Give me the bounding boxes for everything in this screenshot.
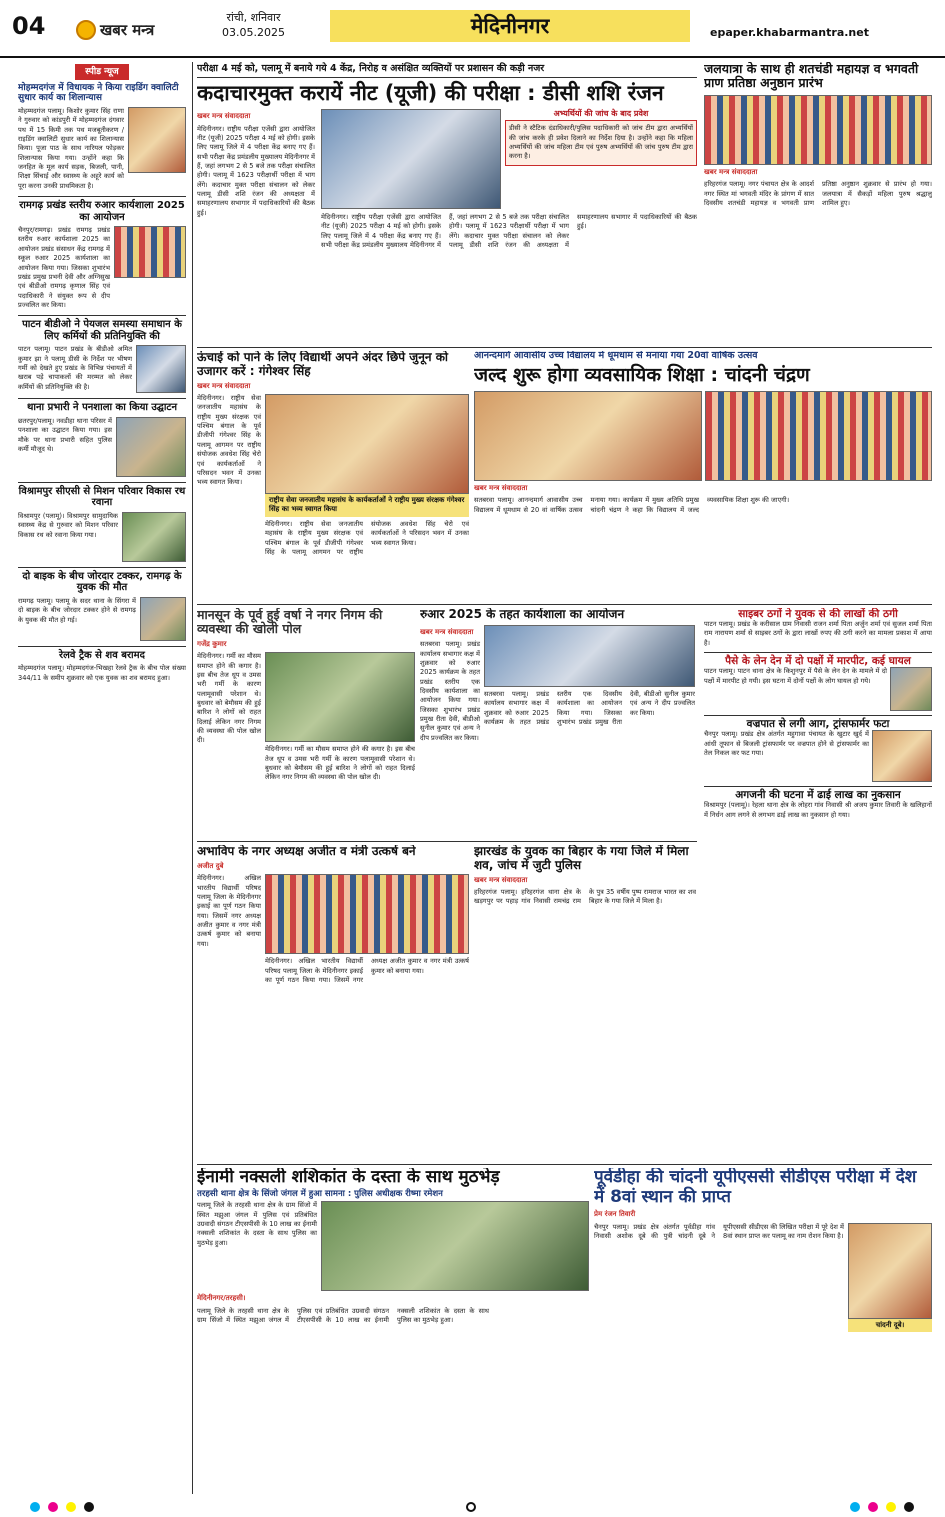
body: हरिहरगंज पलामू। हरिहरगंज थाना क्षेत्र के खड़गपुर पर पहाड़ गांव निवासी रामचंद्र राम के पुत्र 35 वर्षीय पुष्प रामराज भारत का शव बिहार के गया जिले में मिला है।: [474, 888, 696, 906]
top-body: मेदिनीनगर। राष्ट्रीय परीक्षा एजेंसी द्वारा आयोजित नीट (यूजी) 2025 परीक्षा 4 मई को होगी। इसके लिए पलामू जिले में 4 परीक्षा केंद्र बनाए गए हैं। सभी परीक्षा केंद्र प्रमंडलीय मुख्यालय मेदिनीनगर में हैं, जहां लगभग 2 से 5 बजे तक परीक्षा संचालित होगी। पलामू में 1623 परीक्षार्थी परीक्षा में भाग लेंगे। कदाचार मुक्त परीक्षा संचालन को लेकर पलामू डीसी शशि रंजन की अध्यक्षता में समाहरणालय सभागार में पदाधिकारियों की बैठक हुई।: [197, 124, 315, 217]
story-photo: [140, 597, 186, 641]
body-continued: मेदिनीनगर। गर्मी का मौसम समाप्त होने की कगार है। इस बीच तेज धूप व उमस भरी गर्मी के कारण पलामूवासी परेशान थे। बुधवार को बेमौसम की हुई बारिश ने लोगों को राहत दिलाई लेकिन नगर निगम की व्यवस्था की पोल खोल दी।: [265, 745, 415, 782]
monsoon-story: [197, 608, 415, 838]
body: सतबरवा पलामू। प्रखंड कार्यालय सभागार कक्ष में शुक्रवार को रुआर 2025 कार्यक्रम के तहत प्रखंड स्तरीय एक दिवसीय कार्यशाला का आयोजन किया गया। जिसका शुभारंभ प्रखंड प्रमुख रीता देवी, बीडीओ सुनील कुमार एवं अन्य ने दीप प्रज्वलित कर किया।: [420, 640, 480, 742]
story-patan-bdo: [18, 315, 186, 393]
top-body-continued: मेदिनीनगर। राष्ट्रीय परीक्षा एजेंसी द्वारा आयोजित नीट (यूजी) 2025 परीक्षा 4 मई को होगी। इसके लिए पलामू जिले में 4 परीक्षा केंद्र बनाए गए हैं। सभी परीक्षा केंद्र प्रमंडलीय मुख्यालय मेदिनीनगर में हैं, जहां लगभग 2 से 5 बजे तक परीक्षा संचालित होगी। पलामू में 1623 परीक्षार्थी परीक्षा में भाग लेंगे। कदाचार मुक्त परीक्षा संचालन को लेकर पलामू डीसी शशि रंजन की अध्यक्षता में समाहरणालय सभागार में पदाधिकारियों की बैठक हुई।: [321, 213, 697, 250]
story-vishrampur: [18, 482, 186, 562]
headline: वज्रपात से लगी आग, ट्रांसफार्मर फटा: [746, 718, 890, 731]
body: पाटन पलामू। प्रखंड के करीसाल ग्राम निवासी राजन शर्मा पिता अर्जुन शर्मा एवं सुजल शर्मा पिता राम नारायण शर्मा से साइबर ठगों के द्वारा लाखों रुपए की ठगी करने का मामला प्रकाश में आया है।: [704, 620, 932, 647]
brand-icon: [76, 20, 96, 40]
body-continued: सतबरवा पलामू। प्रखंड कार्यालय सभागार कक्ष में शुक्रवार को रुआर 2025 कार्यक्रम के तहत प्रखंड स्तरीय एक दिवसीय कार्यशाला का आयोजन किया गया। जिसका शुभारंभ प्रखंड प्रमुख रीता देवी, बीडीओ सुनील कुमार एवं अन्य ने दीप प्रज्वलित कर किया।: [484, 689, 695, 726]
magenta-mark-icon: [48, 1502, 58, 1512]
body: पलामू जिले के तरहसी थाना क्षेत्र के ग्राम सिंजो में स्थित मझुआ जंगल में पुलिस एवं प्रतिबंधित उग्रवादी संगठन टीएसपीसी के 10 लाख का ईनामी नक्सली शशिकांत के दस्ता के साथ पुलिस का मुठभेड़ हुआ।: [197, 1201, 317, 1247]
section-rule: [197, 347, 932, 348]
body: चैनपुर पलामू। प्रखंड क्षेत्र अंतर्गत पूर्वडीहा गांव निवासी अशोक दूबे की पुत्री चांदनी दूबे ने यूपीएससी सीडीएस की लिखित परीक्षा में पूरे देश में 8वां स्थान प्राप्त कर पलामू का नाम रोशन किया है।: [594, 1222, 844, 1240]
ritual-photo: [704, 95, 932, 165]
body: पाटन पलामू। पाटन थाना क्षेत्र के किशुनपुर में पैसे के लेन देन के मामले में दो पक्षों में मारपीट हो गयी। इस घटना में दोनों पक्षों के लोग घायल हो गये।: [704, 667, 887, 685]
gangeshwar-story: [197, 351, 469, 601]
paise-story: [704, 652, 932, 711]
story-photo: [128, 107, 186, 173]
left-column: [18, 64, 186, 1494]
byline: खबर मन्त्र संवाददाता: [474, 875, 528, 884]
byline: खबर मन्त्र संवाददाता: [197, 381, 251, 390]
headline: पूर्वडीहा की चांदनी यूपीएससी सीडीएस परीक्षा में देश में 8वां स्थान की प्राप्त: [594, 1168, 917, 1207]
headline: मानसून के पूर्व हुई वर्षा ने नगर निगम की व्यवस्था की खोली पोल: [197, 608, 383, 637]
story-photo: [872, 730, 932, 782]
encounter-photo: [321, 1201, 589, 1291]
byline: अजीत दुबे: [197, 861, 224, 870]
headline: पाटन बीडीओ ने पेयजल समस्या समाधान के लिए कर्मियों की प्रतिनियुक्ति की: [22, 319, 182, 342]
story-mohammadganj: [18, 83, 186, 191]
body: हरिहरगंज पलामू। नगर पंचायत क्षेत्र के आदर्श नगर स्थित मां भगवती मंदिर के प्रांगण में सात दिवसीय शतचंडी महायज्ञ व भगवती प्राण प्रतिष्ठा अनुष्ठान शुक्रवार से प्रारंभ हो गया। जलयात्रा में सैकड़ों महिला पुरुष श्रद्धालु शामिल हुए।: [704, 180, 932, 207]
body: मोहम्मदगंज पलामू। मोहम्मदगंज-भिखहा रेलवे ट्रैक के बीच पोल संख्या 344/11 के समीप शुक्रवार को एक युवक का शव बरामद हुआ।: [18, 664, 186, 682]
abvp-story: [197, 845, 469, 1160]
top-strap: परीक्षा 4 मई को, पलामू में बनाये गये 4 केंद्र, निरोह व असंक्षित व्यक्तियों पर प्रशासन की कड़ी नजर: [197, 62, 697, 78]
cyan-mark-icon: [850, 1502, 860, 1512]
body: चैनपुर पलामू। प्रखंड क्षेत्र अंतर्गत महुगावा पंचायत के खुटार खुर्द में आंधी तूफान से बिजली ट्रांसफार्मर पर वज्रपात होने से ट्रांसफार्मर का तेल निकल कर फट गया।: [704, 730, 869, 757]
waterlogging-photo: [265, 652, 415, 742]
right-top-story: [704, 62, 932, 344]
section-city: मेदिनीनगर: [330, 10, 690, 42]
ruar-story: [420, 608, 695, 838]
headline: झारखंड के युवक का बिहार के गया जिले में मिला शव, जांच में जुटी पुलिस: [474, 845, 689, 872]
headline: जल्द शुरू होगा व्यवसायिक शिक्षा : चांदनी चंद्रण: [474, 363, 810, 386]
headline: अगजनी की घटना में ढाई लाख का नुकसान: [735, 789, 901, 802]
box-title: अभ्यर्थियों की जांच के बाद प्रवेश: [553, 109, 649, 119]
top-story: [197, 62, 697, 344]
print-registration: [0, 1498, 945, 1517]
headline: ऊंचाई को पाने के लिए विद्यार्थी अपने अंदर छिपे जुनून को उजागर करें : गंगेश्वर सिंह: [197, 351, 449, 378]
event-photo: [705, 391, 933, 481]
city-day: रांची, शनिवार: [226, 11, 281, 24]
story-railway-body: [18, 646, 186, 683]
top-headline: कदाचारमुक्त करायें नीट (यूजी) की परीक्षा : डीसी शशि रंजन: [197, 80, 664, 105]
byline: मेदिनीनगर/तरहसी।: [197, 1294, 246, 1303]
strap: तरहसी थाना क्षेत्र के सिंजो जंगल में हुआ सामना : पुलिस अधीक्षक रीष्मा रमेशन: [197, 1188, 443, 1199]
byline: खबर मन्त्र संवाददाता: [420, 627, 474, 636]
body: पाटन पलामू। पाटन प्रखंड के बीडीओ अमित कुमार झा ने पलामू डीसी के निर्देश पर भीषण गर्मी को देखते हुए प्रखंड के विभिन्न पंचायतों में खराब पड़े चापाकलों की मरम्मत को लेकर कर्मियों की प्रतिनियुक्ति की है।: [18, 345, 132, 391]
byline: प्रेम रंजन तिवारी: [594, 1210, 636, 1219]
yellow-mark-icon: [886, 1502, 896, 1512]
masthead: [0, 0, 945, 58]
meeting-photo: [321, 109, 501, 209]
naxal-story: [197, 1168, 589, 1494]
welcome-photo: [265, 394, 469, 494]
brand-logo: [76, 15, 154, 45]
body: मेदिनीनगर। राष्ट्रीय सेवा जनजातीय महासंघ के राष्ट्रीय मुख्य संरक्षक एवं पश्चिम बंगाल के पूर्व डीजीपी गंगेश्वर सिंह के पलामू आगमन पर राष्ट्रीय संयोजक अवधेश सिंह चेरो एवं कार्यकर्ताओं ने परिसदन भवन में उनका भव्य स्वागत किया।: [197, 394, 261, 487]
speed-news-kicker: स्पीड न्यूज: [75, 64, 128, 80]
headline: रामगढ़ प्रखंड स्तरीय रुआर कार्यशाला 2025 का आयोजन: [19, 200, 185, 223]
transformer-story: [704, 715, 932, 782]
headline: रेलवे ट्रैक से शव बरामद: [59, 649, 145, 661]
strap: आनन्दमार्ग आवासीय उच्च विद्यालय में धूमधाम से मनाया गया 20वां वार्षिक उत्सव: [474, 351, 758, 361]
body: सतबरवा पलामू। आनन्दमार्ग आवासीय उच्च विद्यालय में धूमधाम से 20 वां वार्षिक उत्सव मनाया गया। कार्यक्रम में मुख्य अतिथि प्रमुख चांदनी चंद्रण ने कहा कि विद्यालय में जल्द व्यवसायिक शिक्षा शुरू की जाएगी।: [474, 496, 790, 514]
box-body: डीसी ने स्टैटिक दंडाधिकारी/पुलिस पदाधिकारी को जांच टीम द्वारा अभ्यर्थियों की जांच करके ही प्रवेश दिलाने का निर्देश दिया है। उन्होंने कहा कि महिला अभ्यर्थियों की जांच महिला टीम एवं पुरुष अभ्यर्थियों की जांच पुरुष टीम द्वारा करना है।: [505, 120, 697, 165]
headline: विश्रामपुर सीएसी से मिशन परिवार विकास रथ रवाना: [18, 485, 186, 509]
black-mark-icon: [84, 1502, 94, 1512]
section-rule: [197, 1164, 932, 1165]
crosshair-mark-icon: [466, 1502, 476, 1512]
story-bike-accident: [18, 567, 186, 641]
story-photo: [116, 417, 186, 477]
body: मेदिनीनगर। गर्मी का मौसम समाप्त होने की कगार है। इस बीच तेज धूप व उमस भरी गर्मी के कारण पलामूवासी परेशान थे। बुधवार को बेमौसम की हुई बारिश ने लोगों को राहत दिलाई लेकिन नगर निगम की व्यवस्था की पोल खोल दी।: [197, 652, 261, 745]
epaper-link[interactable]: epaper.khabarmantra.net: [710, 26, 869, 39]
brand-name: खबर मन्त्र: [100, 21, 155, 39]
magenta-mark-icon: [868, 1502, 878, 1512]
headline: थाना प्रभारी ने पनशाला का किया उद्घाटन: [26, 402, 178, 414]
body-continued: मेदिनीनगर। अखिल भारतीय विद्यार्थी परिषद पलामू जिला के मेदिनीनगर इकाई का पूर्ण गठन किया गया। जिसमें नगर अध्यक्ष अजीत कुमार व नगर मंत्री उत्कर्ष कुमार को बनाया गया।: [265, 957, 469, 984]
event-photo: [474, 391, 702, 481]
upsc-story: [594, 1168, 932, 1494]
portrait-photo: [848, 1223, 932, 1319]
body: मोहम्मदगंज पलामू। किशोर कुमार सिंह राणा ने गुरुवार को कांडपुरी में मोहम्मदगंज दंगवार पथ में 15 किमी तक पथ मजबूतीकरण / राइडिंग क्वालिटी सुधार कार्य का शिलान्यास किया। पूजा पाठ के साथ नारियल फोड़कर शिलान्यास किया गया। उन्होंने कहा कि जनहित के मूल कार्य सड़क, बिजली, पानी, शिक्षा सिंचाई और स्वास्थ्य के अहूरे कार्य को पूरा करना उनकी प्राथमिकता है।: [18, 106, 124, 190]
workshop-photo: [484, 625, 695, 687]
black-mark-icon: [904, 1502, 914, 1512]
body-continued: मेदिनीनगर। राष्ट्रीय सेवा जनजातीय महासंघ के राष्ट्रीय मुख्य संरक्षक एवं पश्चिम बंगाल के पूर्व डीजीपी गंगेश्वर सिंह के पलामू आगमन पर राष्ट्रीय संयोजक अवधेश सिंह चेरो एवं कार्यकर्ताओं ने परिसदन भवन में उनका भव्य स्वागत किया।: [265, 519, 469, 556]
body: मेदिनीनगर। अखिल भारतीय विद्यार्थी परिषद पलामू जिला के मेदिनीनगर इकाई का पूर्ण गठन किया गया। जिसमें नगर अध्यक्ष अजीत कुमार व नगर मंत्री उत्कर्ष कुमार को बनाया गया।: [197, 874, 261, 948]
story-photo: [136, 345, 186, 393]
byline: गजेंद्र कुमार: [197, 639, 227, 648]
story-photo: [122, 512, 186, 562]
body: विश्रामपुर (पलामू)। विश्रामपुर सामुदायिक स्वास्थ्य केंद्र से गुरुवार को मिशन परिवार विकास रथ को रवाना किया गया।: [18, 511, 118, 539]
body: चैनपुर/रामगढ़। प्रखंड रामगढ़ प्रखंड स्तरीय रुआर कार्यशाला 2025 का आयोजन प्रखंड संसाधन केंद्र रामगढ़ में स्कूल रुआर 2025 कार्यशाला का आयोजन किया गया। जिसका शुभारंभ प्रखंड प्रमुख प्रभनी देवी और अग्निसुख एवं बीडीओ रामगढ़ कृणाल सिंह एवं पदाधिकारी ने संयुक्त रूप से दीप प्रज्वलित कर किया।: [18, 226, 110, 309]
story-photo: [114, 226, 186, 278]
body: रामगढ़ पलामू। पलामू के सदर थाना के सिंगरा में दो बाइक के बीच जोरदार टक्कर होने से रामगढ़ के युवक की मौत हो गई।: [18, 596, 136, 624]
cyan-mark-icon: [30, 1502, 40, 1512]
headline: अभाविप के नगर अध्यक्ष अजीत व मंत्री उत्कर्ष बने: [197, 845, 416, 858]
byline: खबर मन्त्र संवाददाता: [704, 167, 758, 176]
page-number: 04: [12, 12, 46, 40]
body-continued: पलामू जिले के तरहसी थाना क्षेत्र के ग्राम सिंजो में स्थित मझुआ जंगल में पुलिस एवं प्रतिबंधित उग्रवादी संगठन टीएसपीसी के 10 लाख का ईनामी नक्सली शशिकांत के दस्ता के साथ पुलिस का मुठभेड़ हुआ।: [197, 1306, 489, 1325]
cyber-story: [704, 608, 932, 648]
headline: जलयात्रा के साथ ही शतचंडी महायज्ञ व भगवती प्राण प्रतिष्ठा अनुष्ठान प्रारंभ: [704, 62, 919, 91]
anandmarg-story: [474, 351, 932, 601]
photo-caption: राष्ट्रीय सेवा जनजातीय महासंघ के कार्यकर्ताओं ने राष्ट्रीय मुख्य संरक्षक गंगेश्वर सिंह का भव्य स्वागत किया: [265, 494, 469, 517]
fire-story: [704, 786, 932, 820]
youth-body-story: [474, 845, 696, 1160]
column-divider: [192, 62, 193, 1494]
headline: दो बाइक के बीच जोरदार टक्कर, रामगढ़ के युवक की मौत: [22, 570, 182, 594]
story-photo: [890, 667, 932, 711]
story-ramgarh-ruar: [18, 196, 186, 310]
headline: ईनामी नक्सली शशिकांत के दस्ता के साथ मुठभेड़: [197, 1168, 500, 1187]
body: छतरपुर/पलामू। नवडीहा थाना परिसर में पनशाला का उद्घाटन किया गया। इस मौके पर थाना प्रभारी सहित पुलिस कर्मी मौजूद थे।: [18, 416, 112, 453]
story-thana-panshala: [18, 398, 186, 477]
section-rule: [197, 841, 697, 842]
headline: पैसे के लेन देन में दो पक्षों में मारपीट, कई घायल: [725, 655, 911, 668]
section-rule: [197, 604, 932, 605]
photo-caption: चांदनी दूबे।: [848, 1319, 932, 1332]
body: विश्रामपुर (पलामू)। रेहला थाना क्षेत्र के लोहरा गांव निवासी श्री अजय कुमार तिवारी के खलिहानों में निर्धन आग लगने से लगभग ढाई लाख का नुकसान हो गया।: [704, 801, 932, 819]
dateline: [222, 10, 285, 40]
group-photo: [265, 874, 469, 954]
issue-date: 03.05.2025: [222, 26, 285, 39]
headline: रुआर 2025 के तहत कार्यशाला का आयोजन: [420, 608, 625, 621]
byline: खबर मन्त्र संवाददाता: [197, 112, 251, 121]
right-briefs: [704, 608, 932, 1164]
headline: मोहम्मदगंज में विधायक ने किया राइडिंग क्वालिटी सुधार कार्य का शिलान्यास: [18, 83, 179, 104]
yellow-mark-icon: [66, 1502, 76, 1512]
headline: साइबर ठगों ने युवक से की लाखों की ठगी: [738, 608, 898, 620]
byline: खबर मन्त्र संवाददाता: [474, 483, 528, 492]
